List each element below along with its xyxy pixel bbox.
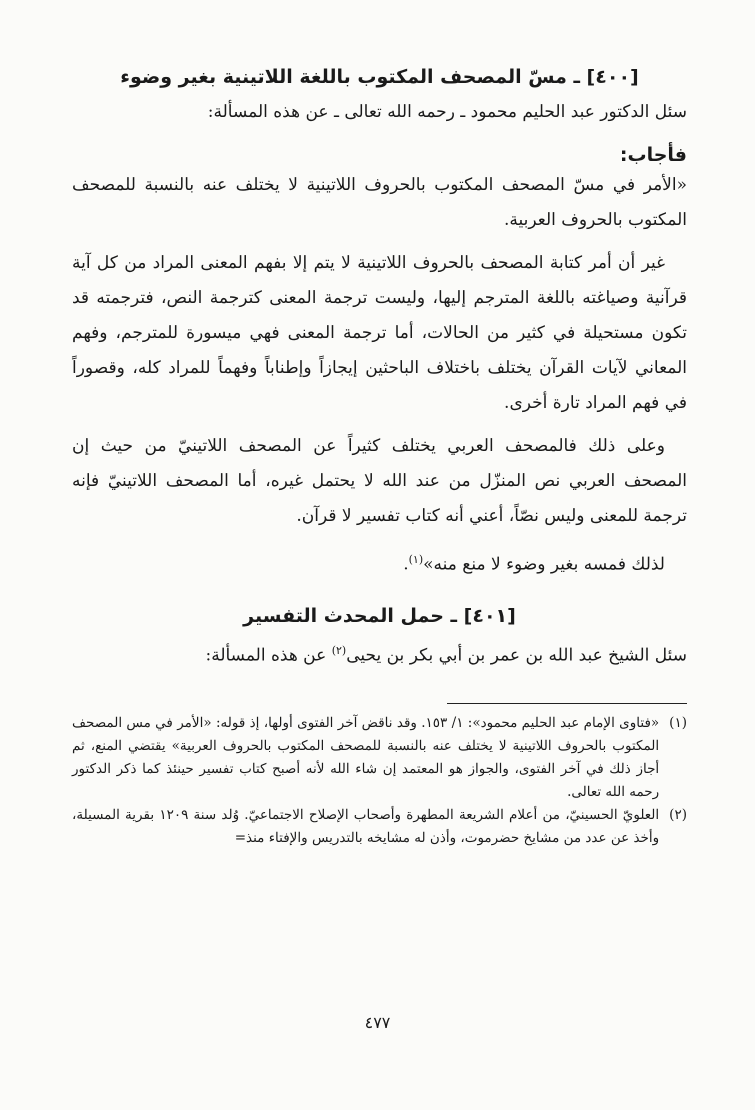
section-400-question: سئل الدكتور عبد الحليم محمود ـ رحمه الله تعالى ـ عن هذه المسألة: <box>207 102 687 122</box>
section-401-title: [٤٠١] ـ حمل المحدث التفسير <box>243 604 516 627</box>
footnote-2-text: العلويّ الحسينيّ، من أعلام الشريعة المطهرة وأصحاب الإصلاح الاجتماعيّ. وُلد سنة ١٢٠٩ بقرية المسيلة، وأخذ عن عدد من مشايخ حضرموت، وأذن له مشايخه بالتدريس والإفتاء منذ= <box>72 807 660 847</box>
footnote-2 <box>72 804 687 850</box>
answer-closing <box>72 542 687 583</box>
answer-label: فأجاب: <box>619 144 687 166</box>
answer-paragraph-3: وعلى ذلك فالمصحف العربي يختلف كثيراً عن المصحف اللاتينيّ من حيث إن المصحف العربي نص المنزّل من عند الله لا يحتمل غيره، أما المصحف اللاتينيّ فإنه ترجمة للمعنى وليس نصّاً، أعني أنه كتاب تفسير لا قرآن. <box>72 436 687 526</box>
footnote-ref-2: (٢) <box>331 643 347 657</box>
section-401-question <box>72 633 687 674</box>
answer-closing-text: لذلك فمسه بغير وضوء لا منع منه» <box>423 554 665 575</box>
footnote-ref-1: (١) <box>408 553 424 566</box>
section-401-question-end: عن هذه المسألة: <box>205 645 332 666</box>
answer-paragraph-1: «الأمر في مسّ المصحف المكتوب بالحروف اللاتينية لا يختلف عنه بالنسبة للمصحف المكتوب بالحروف العربية. <box>72 175 687 230</box>
footnote-2-number: (٢) <box>669 807 687 824</box>
page-number: ٤٧٧ <box>364 1013 391 1032</box>
page-body <box>72 58 687 850</box>
footnote-1 <box>72 712 687 804</box>
footnote-1-text: «فتاوى الإمام عبد الحليم محمود»: ١/ ١٥٣. وقد ناقض آخر الفتوى أولها، إذ قوله: «الأمر في مس المصحف المكتوب بالحروف اللاتينية لا يختلف عنه بالنسبة للمصحف المكتوب بالحروف العربية» يقتضي المنع، ثم أجاز ذلك في آخر الفتوى، والجواز هو المعتمد إن شاء الله لأنه أصبح كتاب تفسير حينئذ كما ذكر الدكتور رحمه الله تعالى. <box>72 715 660 801</box>
answer-closing-end: . <box>403 554 409 575</box>
footnote-divider <box>447 703 687 704</box>
section-400-title: [٤٠٠] ـ مسّ المصحف المكتوب باللغة اللاتينية بغير وضوء <box>120 66 639 88</box>
footnote-1-number: (١) <box>669 715 687 732</box>
section-401-question-text: سئل الشيخ عبد الله بن عمر بن أبي بكر بن يحيى <box>346 645 687 666</box>
answer-paragraph-2: غير أن أمر كتابة المصحف بالحروف اللاتينية لا يتم إلا بفهم المعنى المراد من كل آية قرآنية وصياغته باللغة المترجم إليها، وليست ترجمة المعنى كترجمة النص، فترجمته قد تكون مستحيلة في كثير من الحالات، أما ترجمة المعنى فهي ميسورة للمترجم، وفهم المعاني لآيات القرآن يختلف باختلاف الباحثين إيجازاً وإطناباً وفهماً للمراد كله، وقصوراً في فهم المراد تارة أخرى. <box>72 253 687 413</box>
